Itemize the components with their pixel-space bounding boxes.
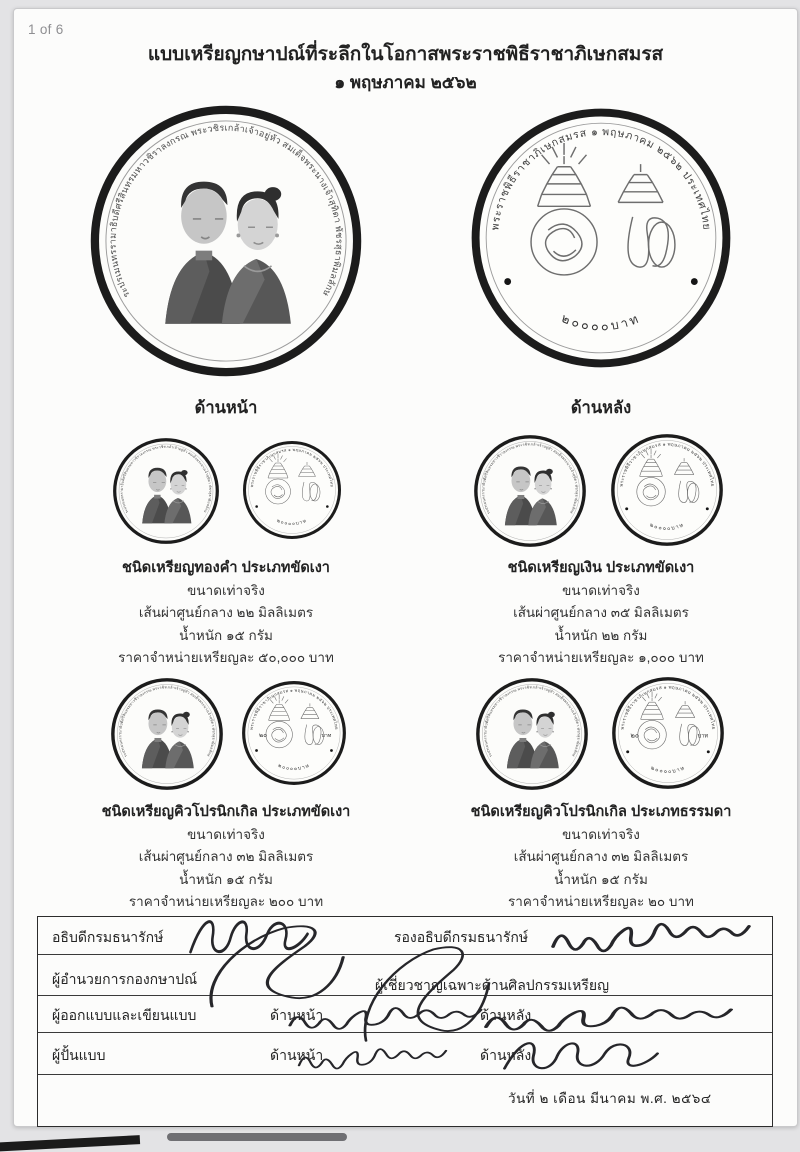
gold-front-coin xyxy=(112,437,220,545)
signature-scribble xyxy=(549,906,749,964)
label-designer-back: ด้านหลัง xyxy=(480,1007,532,1023)
document-title-line2: ๑ พฤษภาคม ๒๕๖๒ xyxy=(334,73,477,92)
spec-price: ราคาจำหน่ายเหรียญละ ๒๐ บาท xyxy=(508,894,694,909)
spec-diameter: เส้นผ่าศูนย์กลาง ๒๒ มิลลิเมตร xyxy=(138,605,314,620)
spec-size: ขนาดเท่าจริง xyxy=(187,826,265,842)
label-director-general: อธิบดีกรมธนารักษ์ xyxy=(52,929,164,945)
spec-price: ราคาจำหน่ายเหรียญละ ๑,๐๐๐ บาท xyxy=(498,650,704,665)
spec-price: ราคาจำหน่ายเหรียญละ ๒๐๐ บาท xyxy=(128,894,324,909)
spec-block-silver xyxy=(429,557,773,670)
cupronickel-ordinary-back-coin xyxy=(611,676,725,790)
spec-type: ชนิดเหรียญทองคำ ประเภทขัดเงา xyxy=(122,560,330,576)
handwritten-name xyxy=(496,1031,666,1081)
cupronickel-ordinary-front-coin xyxy=(475,677,589,791)
label-medal-art-expert: ผู้เชี่ยวชาญเฉพาะด้านศิลปกรรมเหรียญ xyxy=(375,977,610,993)
large-front-coin xyxy=(88,103,364,379)
spec-type: ชนิดเหรียญเงิน ประเภทขัดเงา xyxy=(507,560,695,576)
label-sculptor-front: ด้านหน้า xyxy=(270,1047,324,1063)
spec-block-gold xyxy=(54,557,398,670)
spec-weight: น้ำหนัก ๒๒ กรัม xyxy=(554,627,648,643)
spec-type: ชนิดเหรียญคิวโปรนิกเกิล ประเภทขัดเงา xyxy=(101,804,351,820)
gold-back-coin xyxy=(242,440,342,540)
label-sculptor: ผู้ปั้นแบบ xyxy=(52,1047,106,1063)
page-indicator: 1 of 6 xyxy=(28,22,64,37)
label-designer: ผู้ออกแบบและเขียนแบบ xyxy=(52,1007,197,1023)
silver-front-coin xyxy=(473,434,587,548)
label-mint-division-director: ผู้อำนวยการกองกษาปณ์ xyxy=(52,971,198,987)
scroll-indicator-bar xyxy=(167,1133,347,1141)
spec-size: ขนาดเท่าจริง xyxy=(562,826,640,842)
spec-block-cupronickel-ordinary xyxy=(429,801,773,914)
handwritten-name xyxy=(286,994,481,1039)
cupronickel-polished-back-coin xyxy=(241,680,347,786)
label-deputy-director-general: รองอธิบดีกรมธนารักษ์ xyxy=(394,929,529,945)
document-page xyxy=(13,8,798,1127)
spec-type: ชนิดเหรียญคิวโปรนิกเกิล ประเภทธรรมดา xyxy=(470,804,732,820)
back-coin-caption: ด้านหลัง xyxy=(570,399,632,417)
spec-diameter: เส้นผ่าศูนย์กลาง ๓๒ มิลลิเมตร xyxy=(138,849,314,864)
next-page-edge xyxy=(0,1135,140,1152)
cupronickel-polished-front-coin xyxy=(110,677,224,791)
spec-size: ขนาดเท่าจริง xyxy=(187,582,265,598)
label-sculptor-back: ด้านหลัง xyxy=(480,1047,532,1063)
silver-back-coin xyxy=(610,433,724,547)
label-designer-front: ด้านหน้า xyxy=(270,1007,324,1023)
spec-weight: น้ำหนัก ๑๕ กรัม xyxy=(179,871,273,887)
spec-diameter: เส้นผ่าศูนย์กลาง ๓๕ มิลลิเมตร xyxy=(513,605,689,620)
spec-price: ราคาจำหน่ายเหรียญละ ๕๐,๐๐๐ บาท xyxy=(118,650,334,665)
spec-size: ขนาดเท่าจริง xyxy=(562,582,640,598)
date-line: วันที่ ๒ เดือน มีนาคม พ.ศ. ๒๕๖๔ xyxy=(508,1091,712,1106)
document-title-line1: แบบเหรียญกษาปณ์ที่ระลึกในโอกาสพระราชพิธีราชาภิเษกสมรส xyxy=(147,44,664,65)
spec-diameter: เส้นผ่าศูนย์กลาง ๓๒ มิลลิเมตร xyxy=(513,849,689,864)
spec-weight: น้ำหนัก ๑๕ กรัม xyxy=(554,871,648,887)
front-coin-caption: ด้านหน้า xyxy=(194,399,258,417)
handwritten-name xyxy=(296,1036,446,1078)
spec-weight: น้ำหนัก ๑๕ กรัม xyxy=(179,627,273,643)
large-back-coin xyxy=(469,106,733,370)
spec-block-cupronickel-polished xyxy=(54,801,398,914)
